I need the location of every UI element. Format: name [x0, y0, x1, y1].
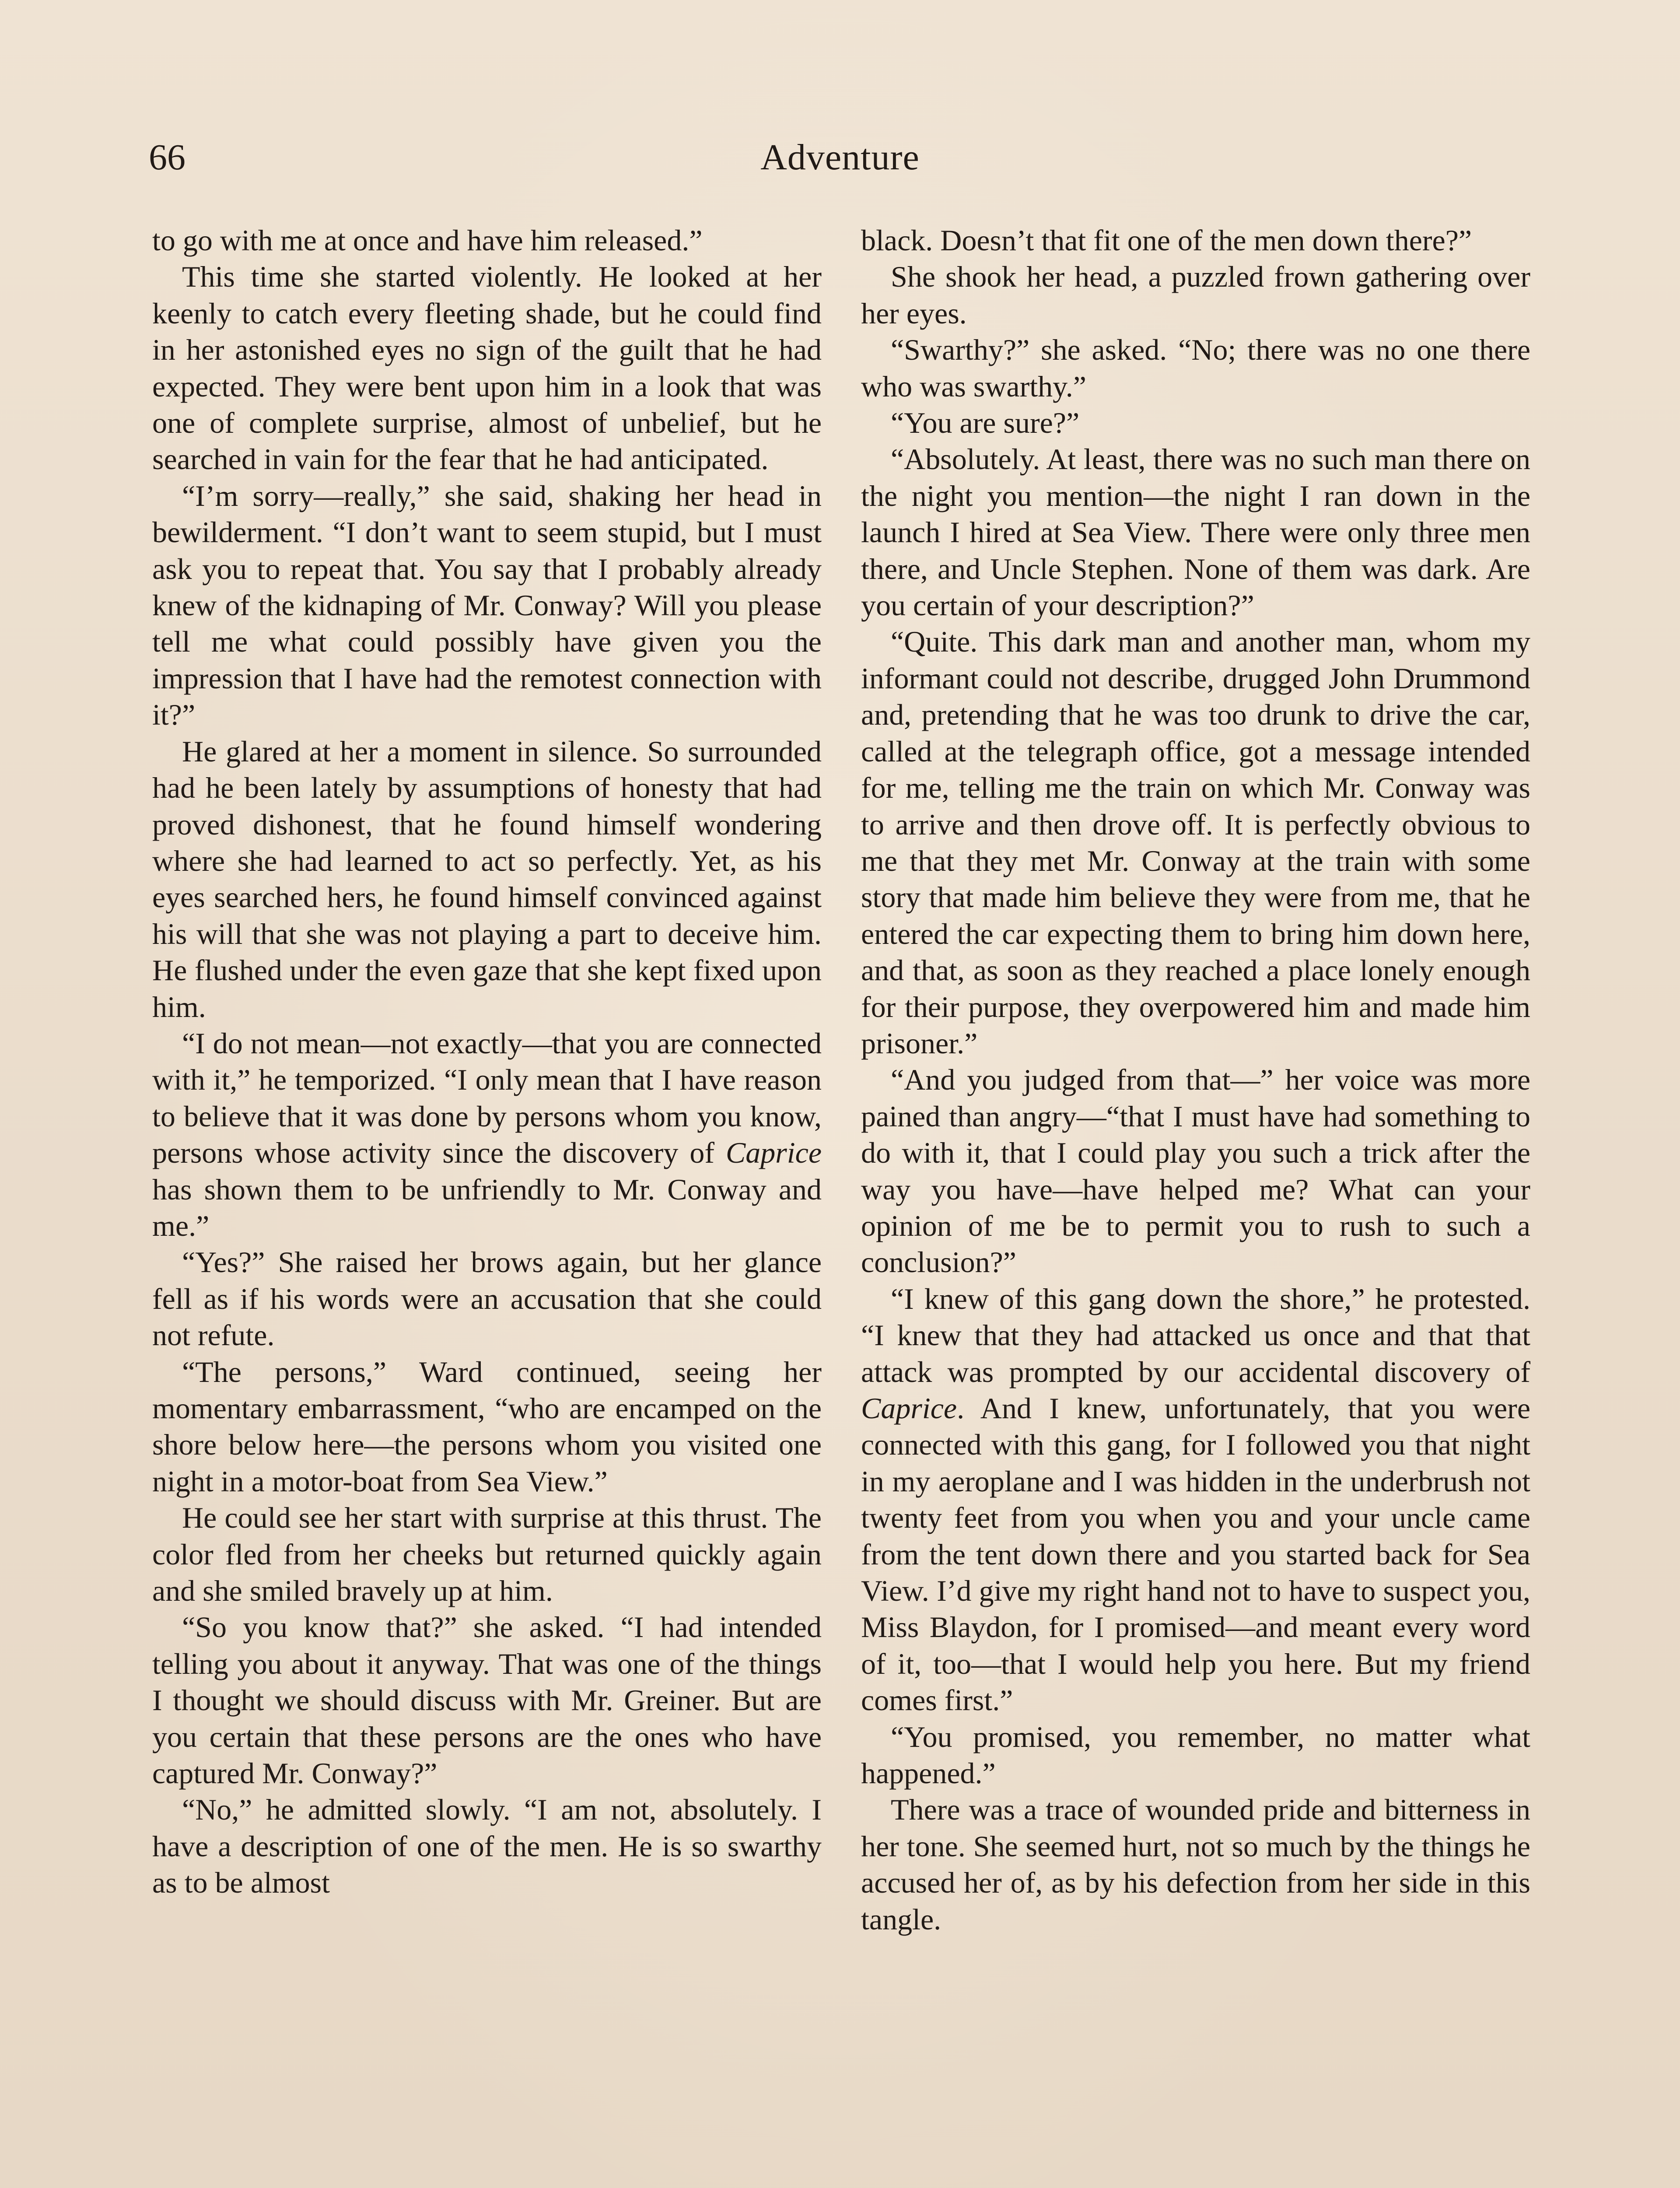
paragraph: “I knew of this gang down the shore,” he protested. “I knew that they had attacked us once and that that attack was prompted by our accidental discovery of Caprice. And I knew, unfortunately, that you were connected with this gang, for I followed you that night in my aeroplane and I was hidden in the underbrush not twenty feet from you when you and your uncle came from the tent down there and you started back for Sea View. I’d give my right hand not to have to suspect you, Miss Blaydon, for I promised—and meant every word of it, too—that I would help you here. But my friend comes first.”	[861, 1282, 1530, 1717]
paragraph: “Quite. This dark man and another man, whom my informant could not describe, drugged John Drummond and, pretending that he was too drunk to drive the car, called at the telegraph office, got a message intended for me, telling me the train on which Mr. Conway was to arrive and then drove off. It is perfectly obvious to me that they met Mr. Conway at the train with some story that made him believe they were from me, that he entered the car expecting them to bring him down here, and that, as soon as they reached a place lonely enough for their purpose, they overpowered him and made him prisoner.”	[861, 625, 1530, 1060]
paragraph: black. Doesn’t that fit one of the men down there?”	[861, 224, 1472, 257]
page-header	[149, 131, 1531, 184]
paragraph: “So you know that?” she asked. “I had intended telling you about it anyway. That was one of the things I thought we should discuss with Mr. Greiner. But are you certain that these persons are the ones who have captured Mr. Conway?”	[152, 1610, 822, 1790]
paragraph: “And you judged from that—” her voice was more pained than angry—“that I must have had something to do with it, that I could play you such a trick after the way you have—have helped me? What can your opinion of me be to permit you to rush to such a conclusion?”	[861, 1063, 1530, 1279]
paragraph: He could see her start with surprise at this thrust. The color fled from her cheeks but returned quickly again and she smiled bravely up at him.	[152, 1501, 822, 1608]
paragraph: “Yes?” She raised her brows again, but her glance fell as if his words were an accusation that she could not refute.	[152, 1245, 822, 1352]
paragraph: “You are sure?”	[891, 406, 1080, 440]
ship-name: Caprice	[861, 1392, 957, 1425]
paragraph: This time she started violently. He looked at her keenly to catch every fleeting shade, but he could find in her astonished eyes no sign of the guilt that he had expected. They were bent upon him in a look that was one of complete surprise, almost of unbelief, but he searched in vain for the fear that he had anticipated.	[152, 260, 822, 476]
paragraph: to go with me at once and have him released.”	[152, 224, 703, 257]
paragraph: There was a trace of wounded pride and bitterness in her tone. She seemed hurt, not so much by the things he accused her of, as by his defection from her side in this tangle.	[861, 1793, 1530, 1936]
left-column	[152, 222, 822, 1901]
paragraph: “I do not mean—not exactly—that you are connected with it,” he temporized. “I only mean that I have reason to believe that it was done by persons whom you know, persons whose activity since the discovery of Caprice has shown them to be unfriendly to Mr. Conway and me.”	[152, 1026, 822, 1242]
paragraph: “No,” he admitted slowly. “I am not, absolutely. I have a description of one of the men. He is so swarthy as to be almost	[152, 1793, 822, 1900]
running-title: Adventure	[760, 137, 920, 178]
paragraph: He glared at her a moment in silence. So surrounded had he been lately by assumptions of honesty that had proved dishonest, that he found himself wondering where she had learned to act so perfectly. Yet, as his eyes searched hers, he found himself convinced against his will that she was not playing a part to deceive him. He flushed under the even gaze that she kept fixed upon him.	[152, 734, 822, 1024]
page-number: 66	[149, 137, 186, 178]
ship-name: Caprice	[725, 1136, 822, 1170]
paragraph: “The persons,” Ward continued, seeing her momentary embarrassment, “who are encamped on the shore below here—the persons whom you visited one night in a motor-boat from Sea View.”	[152, 1355, 822, 1498]
paragraph: “You promised, you remember, no matter what happened.”	[861, 1720, 1530, 1790]
paragraph: “I’m sorry—really,” she said, shaking her head in bewilderment. “I don’t want to seem stupid, but I must ask you to repeat that. You say that I probably already knew of the kidnaping of Mr. Conway? Will you please tell me what could possibly have given you the impression that I have had the remotest connection with it?”	[152, 479, 822, 732]
right-column	[861, 222, 1530, 1938]
paragraph: “Absolutely. At least, there was no such man there on the night you mention—the night I ran down in the launch I hired at Sea View. There were only three men there, and Uncle Stephen. None of them was dark. Are you certain of your description?”	[861, 442, 1530, 622]
paragraph: She shook her head, a puzzled frown gathering over her eyes.	[861, 260, 1530, 330]
paragraph: “Swarthy?” she asked. “No; there was no one there who was swarthy.”	[861, 333, 1530, 403]
